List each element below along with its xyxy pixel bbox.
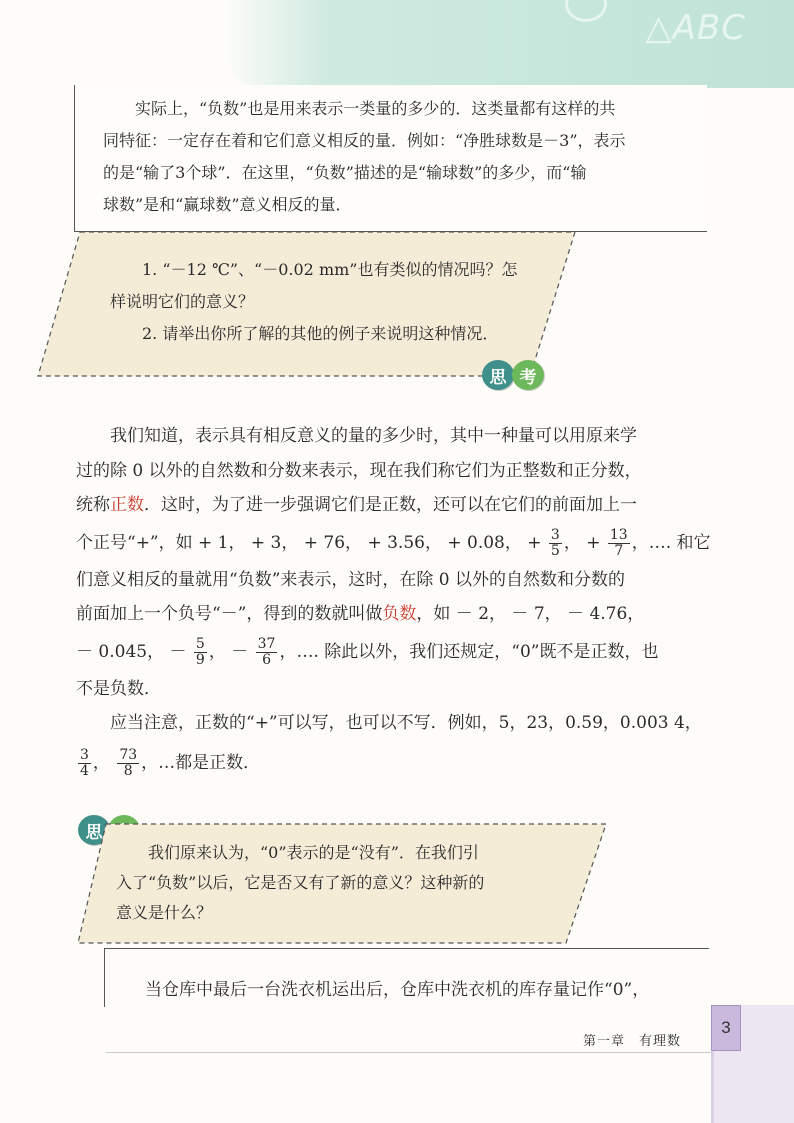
fraction-3-4 [78, 748, 91, 779]
reading-box-2 [104, 948, 709, 1007]
reading-line-4: 球数”是和“赢球数”意义相反的量． [103, 195, 352, 214]
term-positive-number: 正数 [110, 495, 144, 515]
fraction-5-9-den: 9 [195, 651, 205, 668]
main-line-9: 应当注意，正数的“+”可以写，也可以不写．例如，5，23，0.59，0.003 4， [110, 713, 702, 733]
fraction-3-4-den: 4 [80, 762, 89, 779]
main-line-1: 我们知道，表示具有相反意义的量的多少时，其中一种量可以用原来学 [110, 426, 637, 446]
main-line-6 [76, 597, 712, 632]
main-line-6-b: ，如 － 2， － 7， － 4.76， [416, 604, 645, 624]
footer-rule [106, 1052, 712, 1053]
fraction-37-6-den: 6 [262, 651, 271, 668]
main-line-4-c: ，…. 和它 [631, 532, 711, 553]
fraction-73-8-den: 8 [123, 762, 133, 779]
main-line-8: 不是负数． [76, 678, 161, 699]
think-2-line-2: 入了“负数”以后，它是否又有了新的意义？这种新的 [116, 873, 485, 892]
main-line-7 [76, 632, 712, 672]
main-line-3-b: ．这时，为了进一步强调它们是正数，还可以在它们的前面加上一 [144, 495, 637, 515]
think-badge-1-char-1: 思 [482, 360, 514, 390]
decorative-circle [565, 0, 607, 22]
think-1-line-1: 1. “－12 ℃”、“－0.02 mm”也有类似的情况吗？怎 [142, 260, 518, 279]
think-box-1-text [110, 254, 570, 350]
fraction-5-9-num: 5 [195, 635, 205, 652]
fraction-73-8-num: 73 [119, 746, 138, 763]
main-line-4-b: ， + [563, 532, 606, 553]
fraction-13-7-den: 7 [614, 542, 624, 559]
fraction-37-6 [256, 637, 278, 668]
reading-box [74, 85, 707, 232]
fraction-3-5-num: 3 [550, 526, 560, 543]
page-number: 3 [711, 1005, 741, 1051]
main-line-2: 过的除 0 以外的自然数和分数来表示，现在我们称它们为正整数和正分数， [76, 460, 642, 481]
main-line-7-b: ， － [208, 641, 254, 662]
chapter-title: 第一章 有理数 [583, 1034, 682, 1049]
main-line-10-a: ， [92, 752, 116, 773]
main-line-4 [76, 523, 712, 563]
think-box-2 [76, 808, 616, 948]
think-2-line-3: 意义是什么？ [116, 903, 213, 922]
think-1-line-2: 样说明它们的意义？ [110, 292, 255, 311]
think-badge-1-char-2: 考 [512, 360, 544, 390]
fraction-13-7-num: 13 [609, 526, 628, 543]
main-line-3-a: 统称 [76, 495, 110, 515]
main-paragraph-1 [76, 419, 712, 785]
term-negative-number: 负数 [382, 604, 417, 624]
fraction-3-5 [549, 528, 562, 559]
reading-box-2-text: 当仓库中最后一台洗衣机运出后，仓库中洗衣机的库存量记作“0”， [145, 980, 650, 1000]
think-badge-1 [482, 360, 550, 390]
main-line-6-a: 前面加上一个负号“－”，得到的数就叫做 [76, 604, 383, 624]
fraction-13-7 [608, 528, 630, 559]
main-line-5: 们意义相反的量就用“负数”来表示，这时，在除 0 以外的自然数和分数的 [76, 569, 626, 590]
think-1-line-3: 2. 请举出你所了解的其他的例子来说明这种情况． [142, 324, 499, 343]
fraction-3-5-den: 5 [550, 542, 560, 559]
think-2-line-1: 我们原来认为，“0”表示的是“没有”．在我们引 [148, 843, 479, 862]
main-line-3 [76, 488, 712, 523]
main-line-10-b: ，…都是正数． [141, 752, 261, 773]
fraction-3-4-num: 3 [80, 746, 89, 763]
main-line-10 [76, 741, 712, 785]
fraction-5-9 [194, 637, 207, 668]
think-box-2-text [116, 838, 586, 928]
main-line-7-c: ，…. 除此以外，我们还规定，“0”既不是正数，也 [279, 641, 659, 662]
decorative-abc-text: △ABC [645, 8, 746, 48]
fraction-37-6-num: 37 [257, 635, 276, 652]
reading-line-3: 的是“输了3个球”．在这里，“负数”描述的是“输球数”的多少，而“输 [103, 163, 587, 182]
reading-line-2: 同特征：一定存在着和它们意义相反的量．例如：“净胜球数是－3”，表示 [103, 131, 626, 150]
fraction-73-8 [117, 748, 139, 779]
main-line-4-a: 个正号“+”，如 + 1， + 3， + 76， + 3.56， + 0.08， + [76, 532, 547, 553]
reading-line-1: 实际上，“负数”也是用来表示一类量的多少的．这类量都有这样的共 [135, 99, 616, 118]
top-banner [225, 0, 794, 88]
main-line-7-a: － 0.045， － [76, 641, 192, 662]
reading-box-text [103, 93, 713, 221]
think-badge-2-char-1: 思 [78, 815, 110, 845]
think-box-1 [30, 230, 590, 378]
